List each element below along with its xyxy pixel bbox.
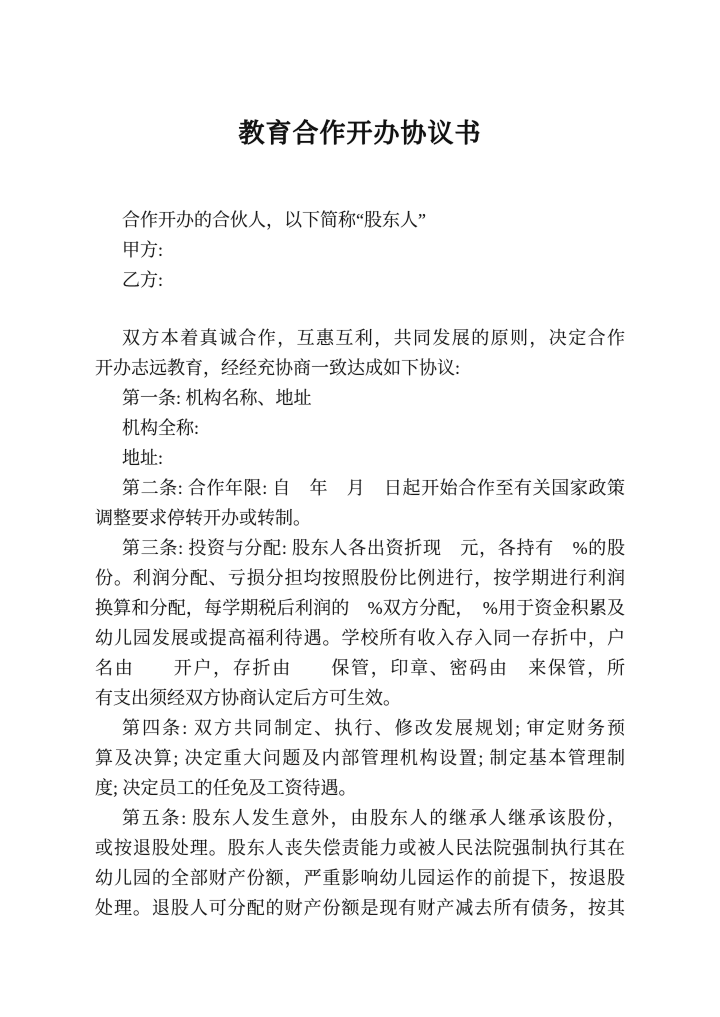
- document-body: [0, 205, 720, 923]
- article-4-line-3: 度; 决定员工的任免及工资待遇。: [95, 778, 357, 798]
- article-3-line-3: 换算和分配，每学期税后利润的 %双方分配， %用于资金积累及: [95, 598, 625, 618]
- article-3-line-2: 份。利润分配、亏损分担均按照股份比例进行，按学期进行利润: [95, 568, 625, 588]
- address-field-line: 地址:: [122, 448, 164, 468]
- intro-line-1: 双方本着真诚合作，互惠互利，共同发展的原则，决定合作: [122, 328, 625, 348]
- article-3-line-6: 有支出须经双方协商认定后方可生效。: [95, 688, 401, 708]
- article-2-line-1: 第二条: 合作年限: 自 年 月 日起开始合作至有关国家政策: [122, 478, 625, 498]
- article-2-line-2: 调整要求停转开办或转制。: [95, 508, 311, 528]
- article-5-line-4: 处理。退股人可分配的财产份额是现有财产减去所有债务，按其: [95, 898, 625, 918]
- party-b-line: 乙方:: [122, 270, 164, 290]
- article-3-line-5: 名由 开户，存折由 保管，印章、密码由 来保管，所: [95, 658, 625, 678]
- article-3-line-1: 第三条: 投资与分配: 股东人各出资折现 元，各持有 %的股: [122, 538, 625, 558]
- article-1-heading: 第一条: 机构名称、地址: [122, 388, 312, 408]
- article-5-line-1: 第五条: 股东人发生意外，由股东人的继承人继承该股份，: [122, 808, 625, 828]
- blank-line: [95, 295, 625, 323]
- preamble-line: 合作开办的合伙人，以下简称“股东人”: [122, 210, 426, 230]
- article-4-line-1: 第四条: 双方共同制定、执行、修改发展规划; 审定财务预: [122, 718, 625, 738]
- article-4-line-2: 算及决算; 决定重大问题及内部管理机构设置; 制定基本管理制: [95, 748, 625, 768]
- intro-line-2: 开办志远教育，经经充协商一致达成如下协议:: [95, 358, 460, 378]
- article-3-line-4: 幼儿园发展或提高福利待遇。学校所有收入存入同一存折中，户: [95, 628, 625, 648]
- org-name-field-line: 机构全称:: [122, 418, 200, 438]
- party-a-line: 甲方:: [122, 240, 164, 260]
- article-5-line-2: 或按退股处理。股东人丧失偿责能力或被人民法院强制执行其在: [95, 838, 625, 858]
- document-title: 教育合作开办协议书: [238, 118, 482, 148]
- article-5-line-3: 幼儿园的全部财产份额，严重影响幼儿园运作的前提下，按退股: [95, 868, 625, 888]
